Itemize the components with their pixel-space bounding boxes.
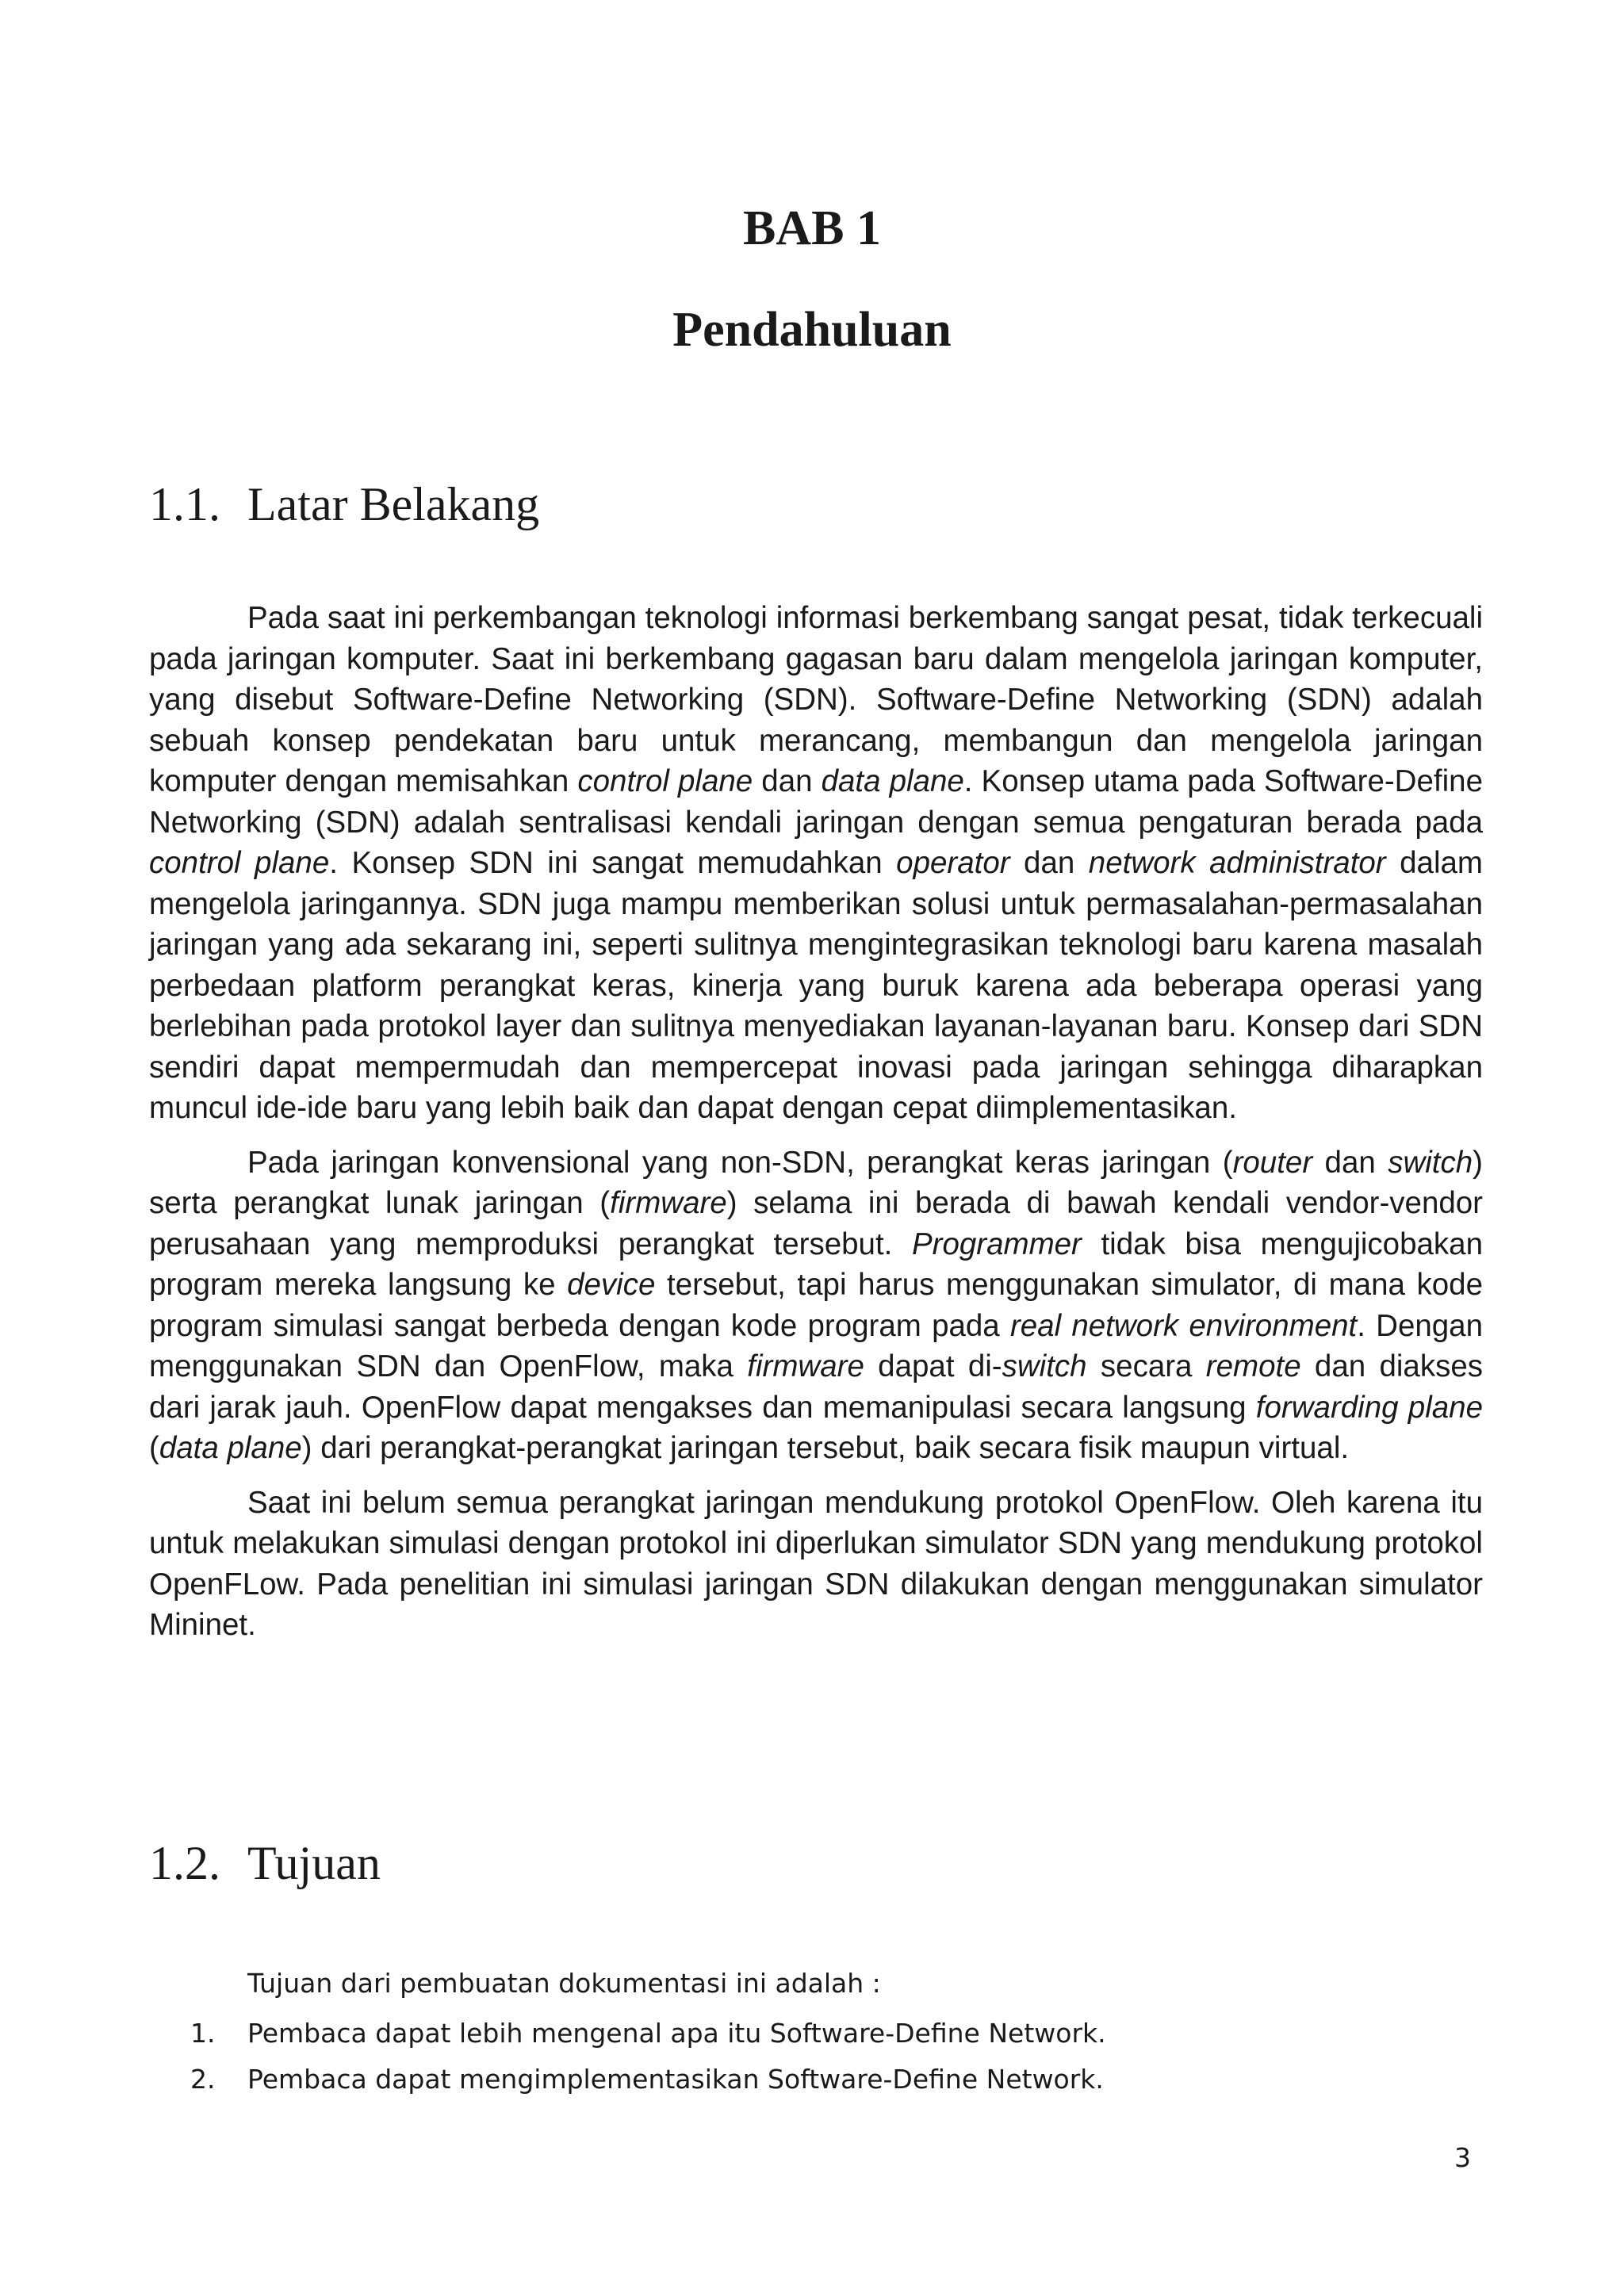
- italic-term: firmware: [747, 1349, 864, 1383]
- paragraph: Saat ini belum semua perangkat jaringan mendukung protokol OpenFlow. Oleh karena itu untuk melakukan simulasi dengan protokol ini diperlukan simulator SDN yang mendukung protokol OpenFLow. Pada penelitian ini simulasi jaringan SDN dilakukan dengan menggunakan simulator Mininet.: [149, 1485, 1483, 1642]
- paragraph: Pada jaringan konvensional yang non-SDN, perangkat keras jaringan (router dan switch) serta perangkat lunak jaringan (firmware) selama ini berada di bawah kendali vendor-vendor perusahaan yang memproduksi perangkat tersebut. Programmer tidak bisa mengujicobakan program mereka langsung ke device tersebut, tapi harus menggunakan simulator, di mana kode program simulasi sangat berbeda dengan kode program pada real network environment. Dengan menggunakan SDN dan OpenFlow, maka firmware dapat di-switch secara remote dan diakses dari jarak jauh. OpenFlow dapat mengakses dan memanipulasi secara langsung forwarding plane (data plane) dari perangkat-perangkat jaringan tersebut, baik secara fisik maupun virtual.: [149, 1145, 1484, 1465]
- section-title: Tujuan: [247, 1837, 381, 1889]
- list-item: [190, 2011, 1106, 2057]
- italic-term: switch: [1388, 1145, 1473, 1180]
- list-item-number: 2.: [190, 2064, 216, 2095]
- italic-term: Programmer: [911, 1226, 1082, 1261]
- list-item-text: Pembaca dapat mengimplementasikan Software-Define Network.: [247, 2064, 1104, 2095]
- italic-term: switch: [1002, 1349, 1087, 1383]
- tujuan-intro: Tujuan dari pembuatan dokumentasi ini adalah :: [247, 1968, 881, 1999]
- chapter-number: BAB 1: [743, 201, 881, 255]
- italic-term: real network environment: [1009, 1308, 1358, 1343]
- section-heading-latar-belakang: [149, 474, 539, 534]
- section-body-latar-belakang: [149, 598, 1483, 1659]
- chapter-title: Pendahuluan: [672, 303, 952, 357]
- page-number: 3: [1454, 2142, 1471, 2173]
- italic-term: firmware: [610, 1186, 727, 1220]
- paragraph: Pada saat ini perkembangan teknologi informasi berkembang sangat pesat, tidak terkecuali pada jaringan komputer. Saat ini berkembang gagasan baru dalam mengelola jaringan komputer, yang disebut Software-Define Networking (SDN). Software-Define Networking (SDN) adalah sebuah konsep pendekatan baru untuk merancang, membangun dan mengelola jaringan komputer dengan memisahkan control plane dan data plane. Konsep utama pada Software-Define Networking (SDN) adalah sentralisasi kendali jaringan dengan semua pengaturan berada pada control plane. Konsep SDN ini sangat memudahkan operator dan network administrator dalam mengelola jaringannya. SDN juga mampu memberikan solusi untuk permasalahan-permasalahan jaringan yang ada sekarang ini, seperti sulitnya mengintegrasikan teknologi baru karena masalah perbedaan platform perangkat keras, kinerja yang buruk karena ada beberapa operasi yang berlebihan pada protokol layer dan sulitnya menyediakan layanan-layanan baru. Konsep dari SDN sendiri dapat mempermudah dan mempercepat inovasi pada jaringan sehingga diharapkan muncul ide-ide baru yang lebih baik dan dapat dengan cepat diimplementasikan.: [149, 601, 1483, 1125]
- list-item-text: Pembaca dapat lebih mengenal apa itu Software-Define Network.: [247, 2018, 1106, 2049]
- list-item-number: 1.: [190, 2018, 216, 2049]
- italic-term: data plane: [821, 764, 964, 798]
- section-number: 1.2.: [149, 1837, 220, 1889]
- section-title: Latar Belakang: [247, 478, 540, 530]
- italic-term: router: [1232, 1145, 1313, 1180]
- italic-term: operator: [896, 846, 1010, 880]
- italic-term: remote: [1205, 1349, 1301, 1383]
- tujuan-list: [190, 2011, 1106, 2103]
- section-number: 1.1.: [149, 478, 220, 530]
- italic-term: network administrator: [1088, 846, 1386, 880]
- italic-term: forwarding plane: [1255, 1390, 1483, 1425]
- list-item: [190, 2057, 1106, 2103]
- italic-term: control plane: [149, 846, 330, 880]
- italic-term: data plane: [159, 1431, 302, 1465]
- italic-term: device: [567, 1268, 656, 1302]
- section-heading-tujuan: [149, 1833, 381, 1893]
- italic-term: control plane: [577, 764, 753, 798]
